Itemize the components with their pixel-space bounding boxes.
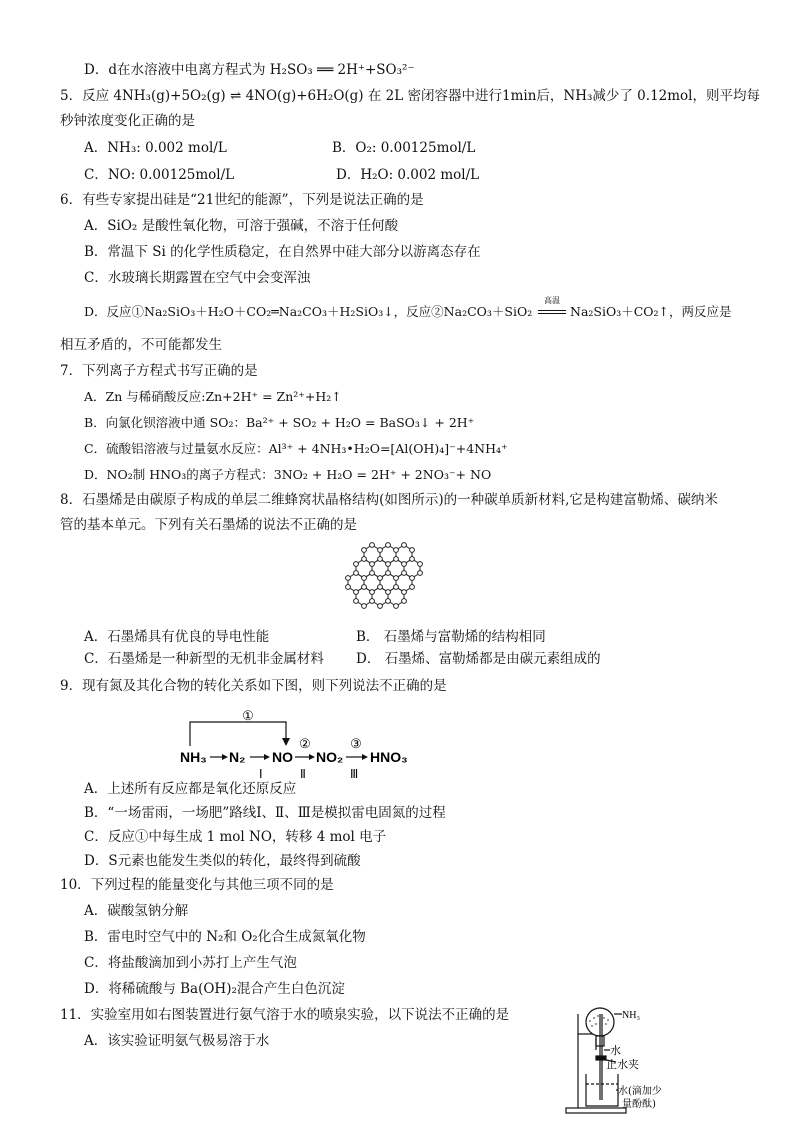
- q8-option-c: C．石墨烯是一种新型的无机非金属材料: [84, 651, 324, 667]
- fig-water-label: 水: [610, 1044, 621, 1057]
- diagram-route-1: Ⅰ: [259, 767, 263, 780]
- fig-clamp-label: 止水夹: [606, 1058, 639, 1071]
- q8-stem-line2: 管的基本单元。下列有关石墨烯的说法不正确的是: [60, 517, 357, 533]
- q7-stem: 7．下列离子方程式书写正确的是: [60, 363, 258, 379]
- arrow-head-no-no2: [309, 754, 315, 760]
- q7-option-c: C．硫酸铝溶液与过量氨水反应：Al³⁺ + 4NH₃•H₂O=[Al(OH)₄]⁻+4NH₄⁺: [84, 441, 508, 456]
- diagram-route-3: Ⅲ: [350, 767, 359, 780]
- q10-option-a: A．碳酸氢钠分解: [84, 903, 189, 919]
- q5-option-d: D．H₂O: 0.002 mol/L: [336, 167, 480, 183]
- diagram-label-2: ②: [299, 736, 311, 751]
- q6-option-d-part3: 相互矛盾的，不可能都发生: [60, 337, 222, 353]
- diagram-no: NO: [272, 749, 293, 765]
- q8-option-b: B． 石墨烯与富勒烯的结构相同: [356, 629, 546, 645]
- q10-option-c: C．将盐酸滴加到小苏打上产生气泡: [84, 955, 297, 971]
- q10-stem: 10．下列过程的能量变化与其他三项不同的是: [60, 877, 334, 893]
- q10-option-d: D．将稀硫酸与 Ba(OH)₂混合产生白色沉淀: [84, 981, 345, 997]
- q7-option-a: A．Zn 与稀硝酸反应:Zn+2H⁺ = Zn²⁺+H₂↑: [84, 389, 342, 404]
- diagram-route-2: Ⅱ: [300, 767, 306, 780]
- nitrogen-conversion-diagram: [170, 700, 430, 780]
- arrow-head-no2-hno3: [362, 754, 368, 760]
- diagram-no2: NO₂: [316, 749, 344, 765]
- q9-option-c: C．反应①中每生成 1 mol NO，转移 4 mol 电子: [84, 829, 387, 845]
- q6-option-d-part1: D．反应①Na₂SiO₃＋H₂O＋CO₂═Na₂CO₃＋H₂SiO₃↓，反应②Na₂CO₃＋SiO₂: [84, 304, 533, 319]
- diagram-label-3: ③: [350, 736, 362, 751]
- q5-option-c: C．NO: 0.00125mol/L: [84, 167, 235, 183]
- q6-option-d-part2: Na₂SiO₃＋CO₂↑，两反应是: [570, 304, 732, 319]
- q9-option-b: B．“一场雷雨，一场肥”路线Ⅰ、Ⅱ、Ⅲ是模拟雷电固氮的过程: [84, 805, 446, 821]
- q5-option-a: A．NH₃: 0.002 mol/L: [84, 140, 227, 156]
- arrow-head-nh3-n2: [222, 754, 228, 760]
- fig-water-phenolphthalein-line2: 量酚酞): [622, 1099, 656, 1110]
- diagram-n2: N₂: [229, 749, 246, 765]
- q10-option-b: B．雷电时空气中的 N₂和 O₂化合生成氮氧化物: [84, 929, 366, 945]
- q8-stem-line1: 8．石墨烯是由碳原子构成的单层二维蜂窝状晶格结构(如图所示)的一种碳单质新材料,它是构建富勒烯、碳纳米: [60, 492, 718, 508]
- q9-option-d: D．S元素也能发生类似的转化，最终得到硫酸: [84, 853, 361, 869]
- fig-water-phenolphthalein-line1: 水(滴加少: [618, 1086, 662, 1097]
- q7-option-b: B．向氯化钡溶液中通 SO₂：Ba²⁺ + SO₂ + H₂O = BaSO₃↓ + 2H⁺: [84, 415, 475, 430]
- q6-option-b: B．常温下 Si 的化学性质稳定，在自然界中硅大部分以游离态存在: [84, 244, 481, 260]
- diagram-nh3: NH₃: [180, 749, 207, 765]
- q11-option-a: A．该实验证明氨气极易溶于水: [84, 1033, 270, 1049]
- q9-stem: 9．现有氮及其化合物的转化关系如下图，则下列说法不正确的是: [60, 678, 447, 694]
- q7-option-d: D．NO₂制 HNO₃的离子方程式：3NO₂ + H₂O = 2H⁺ + 2NO₃⁻+ NO: [84, 467, 492, 482]
- q6-reaction-condition: 高温: [544, 296, 560, 305]
- q4-option-d: D．d在水溶液中电离方程式为 H₂SO₃ ══ 2H⁺+SO₃²⁻: [84, 62, 415, 78]
- fountain-experiment-apparatus: [560, 1004, 710, 1116]
- q6-stem: 6．有些专家提出硅是“21世纪的能源”，下列是说法正确的是: [60, 192, 424, 208]
- q8-option-d: D． 石墨烯、富勒烯都是由碳元素组成的: [356, 651, 601, 667]
- q9-option-a: A．上述所有反应都是氧化还原反应: [84, 781, 297, 797]
- q6-option-a: A．SiO₂ 是酸性氧化物，可溶于强碱，不溶于任何酸: [84, 218, 399, 234]
- diagram-label-1: ①: [242, 708, 254, 723]
- arrow-head-1: [282, 738, 290, 746]
- graphene-honeycomb-figure: [340, 540, 460, 620]
- q5-option-b: B．O₂: 0.00125mol/L: [332, 140, 476, 156]
- q6-equal-sign: [538, 310, 566, 314]
- diagram-hno3: HNO₃: [370, 749, 408, 765]
- q8-option-a: A．石墨烯具有优良的导电性能: [84, 629, 270, 645]
- q5-stem-line1: 5．反应 4NH₃(g)+5O₂(g) ⇌ 4NO(g)+6H₂O(g) 在 2L 密闭容器中进行1min后，NH₃减少了 0.12mol，则平均每: [60, 88, 760, 104]
- arrow-head-n2-no: [264, 754, 270, 760]
- q11-stem: 11．实验室用如右图装置进行氨气溶于水的喷泉实验，以下说法不正确的是: [60, 1007, 510, 1023]
- fig-nh3-label: NH₃: [622, 1010, 640, 1021]
- q5-stem-line2: 秒钟浓度变化正确的是: [60, 113, 195, 129]
- q6-option-c: C．水玻璃长期露置在空气中会变浑浊: [84, 270, 311, 286]
